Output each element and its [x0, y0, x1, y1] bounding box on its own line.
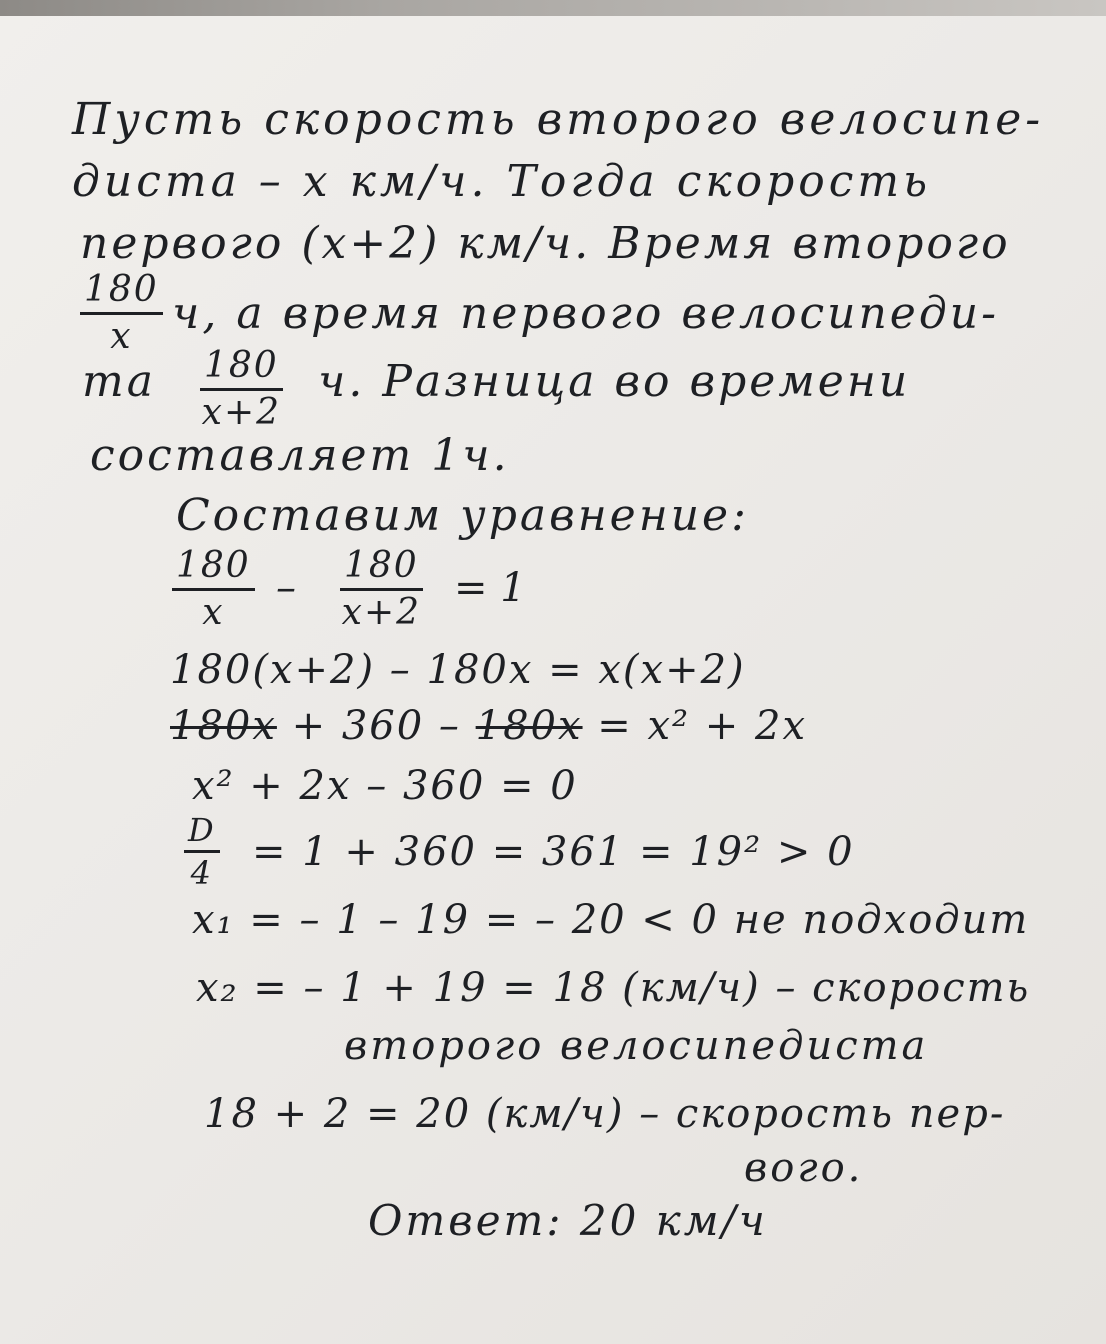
eq5-fraction	[184, 811, 220, 892]
eq1-rhs: = 1	[454, 565, 526, 611]
equation-3	[170, 703, 808, 749]
equation-5: = 1 + 360 = 361 = 19² > 0	[252, 829, 855, 875]
fraction-denominator: x+2	[341, 592, 422, 633]
fraction-numerator: 180	[200, 348, 283, 391]
equation-4: x² + 2x – 360 = 0	[192, 763, 578, 809]
fraction-denominator: x+2	[201, 392, 282, 433]
text-line-7: Составим уравнение:	[176, 490, 749, 541]
equation-8-continued: вого.	[744, 1145, 864, 1191]
text-line-3: первого (x+2) км/ч. Время второго	[80, 218, 1011, 269]
text-line-1: Пусть скорость второго велосипе-	[72, 94, 1045, 145]
fraction-numerator: 180	[80, 272, 163, 315]
text-line-6: составляет 1ч.	[90, 430, 510, 481]
eq3-end: = x² + 2x	[582, 703, 808, 749]
eq1-fraction-1	[172, 545, 255, 633]
cancelled-term: 180x	[475, 703, 583, 749]
fraction-numerator: D	[184, 814, 220, 853]
fraction-denominator: 4	[190, 854, 213, 892]
fraction-180-over-x	[80, 269, 163, 357]
equation-8: 18 + 2 = 20 (км/ч) – скорость пер-	[204, 1091, 1006, 1137]
text-line-5: ч. Разница во времени	[318, 356, 911, 407]
fraction-denominator: x	[202, 592, 225, 633]
fraction-numerator: 180	[340, 548, 423, 591]
text-line-2: диста – x км/ч. Тогда скорость	[72, 156, 932, 207]
eq1-fraction-2	[340, 545, 423, 633]
top-edge-shadow	[0, 0, 1106, 16]
equation-7: x₂ = – 1 + 19 = 18 (км/ч) – скорость	[196, 965, 1031, 1011]
eq1-minus: –	[276, 565, 296, 611]
fraction-numerator: 180	[172, 548, 255, 591]
eq3-middle: + 360 –	[276, 703, 476, 749]
equation-6: x₁ = – 1 – 19 = – 20 < 0 не подходит	[192, 897, 1030, 943]
text-line-4: ч, а время первого велосипеди-	[172, 288, 999, 339]
answer: Ответ: 20 км/ч	[368, 1196, 768, 1245]
equation-7-continued: второго велосипедиста	[344, 1023, 929, 1069]
equation-2: 180(x+2) – 180x = x(x+2)	[170, 647, 746, 693]
fraction-denominator: x	[110, 316, 133, 357]
fraction-180-over-x-plus-2	[200, 345, 283, 433]
cancelled-term: 180x	[170, 703, 277, 749]
text-line-5-start: та	[82, 356, 156, 407]
